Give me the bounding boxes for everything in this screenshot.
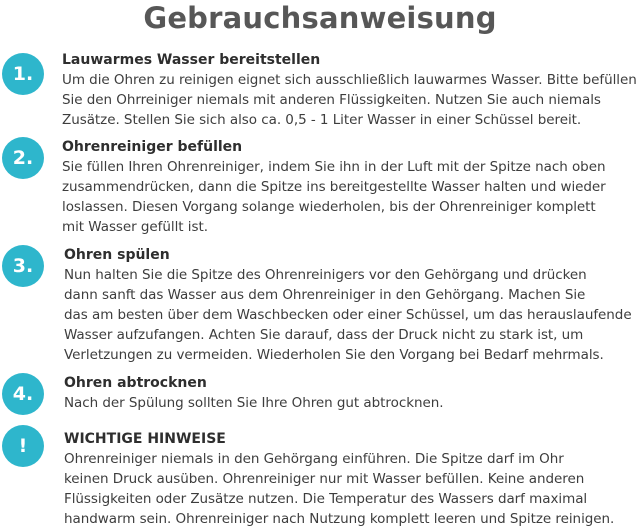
step-3-text-line: Wasser aufzufangen. Achten Sie darauf, dass der Druck nicht zu stark ist, um (64, 327, 584, 343)
step-4-badge-icon: 4. (2, 373, 44, 415)
step-2-text-line: loslassen. Diesen Vorgang solange wiederholen, bis der Ohrenreiniger komplett (62, 199, 596, 215)
important-notes-text-line: Flüssigkeiten oder Zusätze nutzen. Die Temperatur des Wassers darf maximal (64, 491, 588, 507)
step-2-badge-icon: 2. (2, 137, 44, 179)
important-notes-text-line: keinen Druck ausüben. Ohrenreiniger nur mit Wasser befüllen. Keine anderen (64, 471, 585, 487)
important-notes-heading: WICHTIGE HINWEISE (64, 431, 226, 447)
step-2-text-line: mit Wasser gefüllt ist. (62, 219, 208, 235)
step-2 (62, 138, 606, 237)
step-2-text-line: Sie füllen Ihren Ohrenreiniger, indem Sie ihn in der Luft mit der Spitze nach oben (62, 159, 606, 175)
step-3 (64, 246, 632, 365)
step-3-badge-icon: 3. (2, 245, 44, 287)
step-2-heading: Ohrenreiniger befüllen (62, 139, 243, 155)
step-4 (64, 374, 443, 413)
step-4-heading: Ohren abtrocknen (64, 375, 207, 391)
step-2-text-line: zusammendrücken, dann die Spitze ins bereitgestellte Wasser halten und wieder (62, 179, 606, 195)
step-1-text-line: Sie den Ohrreiniger niemals mit anderen Flüssigkeiten. Nutzen Sie auch niemals (62, 92, 601, 108)
step-1 (62, 51, 637, 130)
step-3-text-line: dann sanft das Wasser aus dem Ohrenreiniger in den Gehörgang. Machen Sie (64, 287, 586, 303)
step-4-text-line: Nach der Spülung sollten Sie Ihre Ohren gut abtrocknen. (64, 395, 444, 411)
important-notes (64, 430, 614, 529)
step-3-text-line: Nun halten Sie die Spitze des Ohrenreinigers vor den Gehörgang und drücken (64, 267, 587, 283)
step-1-badge-icon: 1. (2, 53, 44, 95)
step-3-heading: Ohren spülen (64, 247, 170, 263)
important-notes-text-line: handwarm sein. Ohrenreiniger nach Nutzung komplett leeren und Spitze reinigen. (64, 511, 615, 527)
page-title: Gebrauchsanweisung (143, 1, 497, 35)
step-1-heading: Lauwarmes Wasser bereitstellen (62, 52, 321, 68)
step-1-text-line: Um die Ohren zu reinigen eignet sich ausschließlich lauwarmes Wasser. Bitte befüllen (62, 72, 637, 88)
step-3-text-line: das am besten über dem Waschbecken oder einer Schüssel, um das herauslaufende (64, 307, 632, 323)
step-1-text-line: Zusätze. Stellen Sie sich also ca. 0,5 - 1 Liter Wasser in einer Schüssel bereit. (62, 112, 582, 128)
step-3-text-line: Verletzungen zu vermeiden. Wiederholen Sie den Vorgang bei Bedarf mehrmals. (64, 347, 604, 363)
important-notes-text-line: Ohrenreiniger niemals in den Gehörgang einführen. Die Spitze darf im Ohr (64, 451, 564, 467)
warning-exclamation-icon: ! (2, 425, 44, 467)
